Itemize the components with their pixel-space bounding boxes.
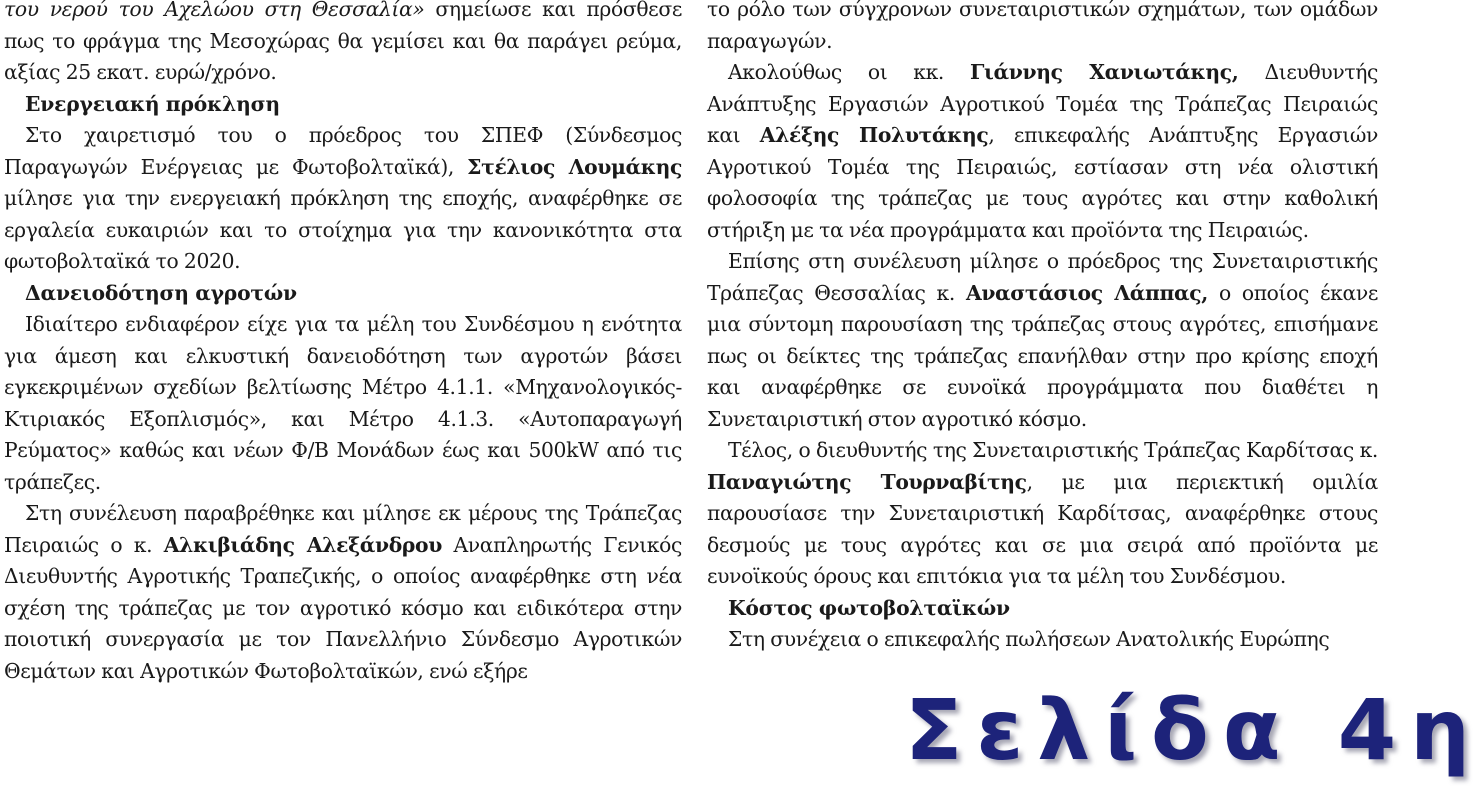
paragraph-text: , με μια περιεκτική ομιλία παρουσίασε την Συνεταιριστική Καρδίτσας, αναφέρθηκε στους δεσμούς με τους αγρότες και σε μια σειρά από προϊόντα με ευνοϊκούς όρους και επιτόκια για τα μέλη του Συνδέσμου.: [707, 469, 1378, 588]
person-name: Στέλιος Λουμάκης: [467, 154, 682, 179]
subheading-farmer-loans: Δανειοδότηση αγροτών: [25, 280, 297, 305]
paragraph-sales-head: Στη συνέχεια ο επικεφαλής πωλήσεων Ανατολικής Ευρώπης: [728, 627, 1330, 651]
person-name: Αλέξης Πολυτάκης: [759, 123, 989, 147]
paragraph-loans: Ιδιαίτερο ενδιαφέρον είχε για τα μέλη του Συνδέσμου η ενότητα για άμεση και ελκυστική δανειοδότηση των αγροτών βάσει εγκεκριμένων σχεδίων βελτίωσης Μέτρο 4.1.1. «Μηχανολογικός- Κτιριακός Εξοπλισμός», και Μέτρο 4.1.3. «Αυτοπαραγωγή Ρεύματος» καθώς και νέων Φ/Β Μονάδων έως και 500kW από τις τράπεζες.: [4, 312, 682, 494]
quote-italic: του νερού του Αχελώου στη Θεσσαλία»: [4, 0, 425, 21]
paragraph-text: Αναπληρωτής Γενικός Διευθυντής Αγροτικής Τραπεζικής, ο οποίος αναφέρθηκε στη νέα σχέση της τράπεζας με τον αγροτικό κόσμο και ειδικότερα στην ποιοτική συνεργασία με τον Πανελλήνιο Σύνδεσμο Αγροτικών Θεμάτων και Αγροτικών Φωτοβολταϊκών, ενώ εξήρε: [4, 532, 683, 683]
person-name: Αλκιβιάδης Αλεξάνδρου: [163, 532, 442, 557]
article-column-right: [707, 0, 1378, 656]
subheading-pv-cost: Κόστος φωτοβολταϊκών: [728, 595, 1010, 620]
page-number-label: Σελίδα 4η: [905, 681, 1484, 779]
paragraph-karditsa-bank: [707, 435, 1378, 593]
paragraph-text: , επικεφαλής Ανάπτυξης Εργασιών Αγροτικού Τομέα της Πειραιώς, εστίασαν στη νέα ολιστική φολοσοφία της τράπεζας με τους αγρότες και στην καθολική στήριξη με τα νέα προγράμματα και προϊόντα της Πειραιώς.: [707, 123, 1378, 242]
paragraph-continuation: το ρόλο των σύγχρονων συνεταιριστικών σχημάτων, των ομάδων παραγωγών.: [707, 0, 1378, 53]
paragraph-text: Στη συνέλευση παραβρέθηκε και μίλησε εκ μέρους της Τράπεζας Πειραιώς ο κ.: [4, 501, 682, 557]
paragraph-text: Διευθυντής Ανάπτυξης Εργασιών Αγροτικού Τομέα της Τράπεζας Πειραιώς και: [707, 60, 1378, 147]
paragraph-text: Στο χαιρετισμό του ο πρόεδρος του ΣΠΕΦ (Σύνδεσμος Παραγωγών Ενέργειας με Φωτοβολταϊκά),: [4, 123, 682, 179]
paragraph-text: Τέλος, ο διευθυντής της Συνεταιριστικής Τράπεζας Καρδίτσας κ.: [728, 438, 1378, 462]
paragraph-text: ο οποίος έκανε μια σύντομη παρουσίαση της τράπεζας στους αγρότες, επισήμανε πως οι δείκτες της τράπεζας επανήλθαν στην προ κρίσης εποχή και αναφέρθηκε σε ευνοϊκά προγράμματα που διαθέτει η Συνεταιριστική στον αγροτικό κόσμο.: [707, 280, 1378, 431]
paragraph-text: Επίσης στη συνέλευση μίλησε ο πρόεδρος της Συνεταιριστικής Τράπεζας Θεσσαλίας κ.: [707, 249, 1378, 305]
subheading-energy-challenge: Ενεργειακή πρόκληση: [25, 91, 280, 116]
paragraph-spef: [4, 120, 682, 278]
paragraph-text: μίλησε για την ενεργειακή πρόκληση της εποχής, αναφέρθηκε σε εργαλεία ευκαιριών και το στοίχημα για την κανονικότητα στα φωτοβολταϊκά το 2020.: [4, 186, 682, 273]
paragraph-achelous: [4, 0, 682, 89]
person-name: Γιάννης Χανιωτάκης,: [970, 60, 1239, 84]
paragraph-thessaly-bank: [707, 246, 1378, 435]
paragraph-piraeus: [4, 498, 682, 687]
paragraph-text: σημείωσε και πρόσθεσε πως το φράγμα της Μεσοχώρας θα γεμίσει και θα παράγει ρεύμα, αξίας 25 εκατ. ευρώ/χρόνο.: [4, 0, 682, 84]
person-name: Παναγιώτης Τουρναβίτης: [707, 469, 1027, 494]
person-name: Αναστάσιος Λάππας,: [965, 280, 1208, 305]
paragraph-text: Ακολούθως οι κκ.: [728, 60, 970, 84]
paragraph-piraeus-executives: [707, 57, 1378, 246]
article-column-left: [4, 0, 682, 687]
